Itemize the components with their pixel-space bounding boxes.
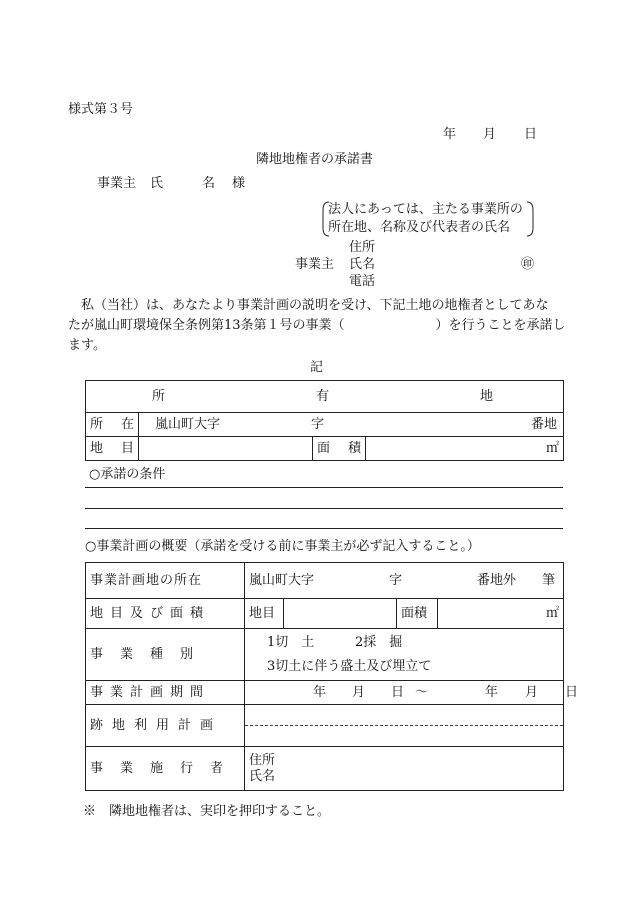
operator-address-label: 住所 — [249, 752, 276, 768]
plan-area-value-cell[interactable] — [438, 599, 564, 629]
reuse-dashed-line — [245, 725, 563, 726]
period-value-cell[interactable] — [245, 681, 579, 705]
period-start-month: 月 — [352, 684, 366, 700]
category-area-label: 地目及び面積 — [90, 605, 211, 621]
site-town: 嵐山町大字 — [249, 572, 315, 588]
type-option-3[interactable]: 3切土に伴う盛土及び埋立て — [267, 658, 432, 674]
area-label-a: 面 — [317, 440, 331, 456]
plan-category-label: 地目 — [249, 605, 276, 621]
area-label-cell — [313, 437, 366, 461]
area-value-cell[interactable] — [366, 437, 564, 461]
period-start-year: 年 — [313, 684, 327, 700]
location-town: 嵐山町大字 — [155, 416, 221, 432]
land-header-3: 地 — [479, 388, 493, 404]
date-year: 年 — [443, 127, 457, 142]
plan-area-label: 面積 — [401, 605, 428, 621]
corp-note-line1: 法人にあっては、主たる事業所の — [328, 202, 523, 217]
condition-line-1[interactable] — [85, 487, 563, 488]
location-banchi: 番地 — [530, 416, 557, 432]
operator-label: 事業施行者 — [90, 760, 241, 776]
site-banchi: 番地外 筆 — [476, 572, 555, 588]
type-label: 事業種別 — [90, 646, 211, 662]
period-label-cell — [86, 681, 245, 705]
period-end-year: 年 — [485, 684, 499, 700]
ki-heading: 記 — [310, 360, 324, 375]
date-month: 月 — [483, 127, 497, 142]
conditions-title: ○承諾の条件 — [89, 467, 166, 482]
category-label-cell — [86, 437, 139, 461]
type-label-cell — [86, 629, 245, 681]
body-text — [68, 296, 566, 356]
plan-table — [85, 562, 579, 791]
form-number: 様式第３号 — [68, 102, 134, 117]
applicant-address-label: 住所 — [349, 240, 376, 255]
body-line-1: 私（当社）は、あなたより事業計画の説明を受け、下記土地の地権者としてあな — [68, 298, 549, 313]
corp-note — [322, 201, 534, 237]
land-header-cell — [86, 381, 564, 413]
operator-label-cell — [86, 747, 245, 791]
period-end-month: 月 — [525, 684, 539, 700]
operator-name-label: 氏名 — [249, 768, 276, 784]
location-label-cell — [86, 413, 139, 437]
type-value-cell[interactable] — [245, 629, 564, 681]
period-end-day: 日 — [565, 684, 579, 700]
reuse-label-cell — [86, 705, 245, 747]
addressee-name-label: 氏 名 — [150, 176, 216, 191]
applicant-phone-label: 電話 — [349, 274, 376, 289]
period-separator: 〜 — [415, 684, 429, 700]
plan-category-label-cell — [245, 599, 284, 629]
location-label-a: 所 — [90, 416, 104, 432]
site-value-cell[interactable] — [245, 563, 564, 599]
site-label: 事業計画地の所在 — [90, 572, 203, 588]
condition-line-3[interactable] — [85, 528, 563, 529]
date-day: 日 — [524, 127, 538, 142]
location-value-cell[interactable] — [139, 413, 564, 437]
type-option-1[interactable]: 1切 土 — [267, 634, 315, 650]
condition-line-2[interactable] — [85, 508, 563, 509]
category-label-b: 目 — [120, 440, 134, 456]
addressee-honorific: 様 — [232, 176, 246, 191]
reuse-value-cell[interactable] — [245, 705, 564, 747]
location-label-b: 在 — [120, 416, 134, 432]
period-label: 事業計画期間 — [90, 684, 211, 700]
category-area-label-cell — [86, 599, 245, 629]
land-header-2: 有 — [315, 388, 329, 404]
plan-area-label-cell — [397, 599, 438, 629]
land-header-1: 所 — [152, 388, 166, 404]
area-unit: ㎡ — [545, 440, 559, 456]
location-aza: 字 — [311, 416, 325, 432]
type-option-2[interactable]: 2採 掘 — [355, 634, 403, 650]
corp-note-line2: 所在地、名称及び代表者の氏名 — [328, 220, 511, 235]
plan-category-value-cell[interactable] — [284, 599, 397, 629]
land-table — [85, 380, 564, 461]
site-aza: 字 — [389, 572, 403, 588]
category-value-cell[interactable] — [139, 437, 313, 461]
seal-mark: ㊞ — [521, 257, 535, 272]
applicant-name-label: 氏名 — [349, 257, 376, 272]
addressee-role: 事業主 — [97, 176, 137, 191]
operator-value-cell[interactable] — [245, 747, 564, 791]
site-label-cell — [86, 563, 245, 599]
body-line-2: たが嵐山町環境保全条例第13条第１号の事業（ ）を行うことを承諾し — [68, 318, 566, 333]
plan-area-unit: ㎡ — [545, 605, 559, 621]
category-label-a: 地 — [90, 440, 104, 456]
plan-title: ○事業計画の概要（承諾を受ける前に事業主が必ず記入すること。） — [85, 539, 480, 554]
reuse-label: 跡地利用計画 — [90, 717, 223, 733]
area-label-b: 積 — [347, 440, 361, 456]
applicant-role: 事業主 — [295, 257, 335, 272]
document-title: 隣地地権者の承諾書 — [256, 152, 374, 167]
footnote: ※ 隣地地権者は、実印を押印すること。 — [83, 804, 331, 819]
period-start-day: 日 — [391, 684, 405, 700]
body-line-3: ます。 — [68, 338, 106, 353]
